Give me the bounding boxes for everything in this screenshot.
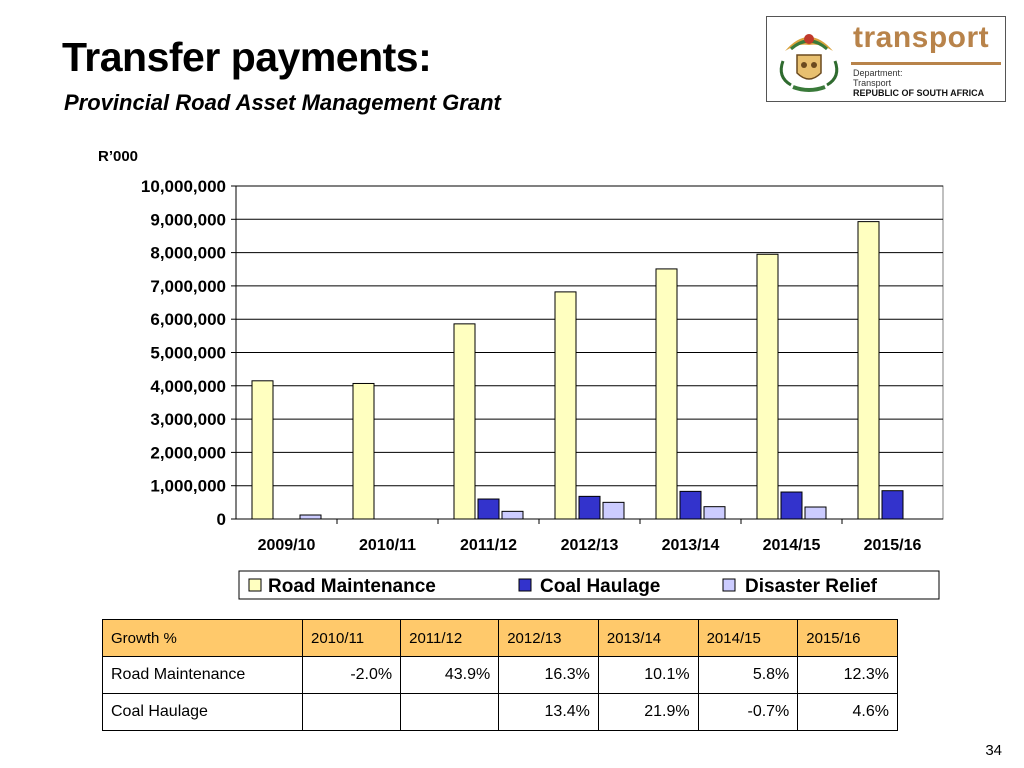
y-tick-label: 10,000,000	[140, 177, 226, 196]
x-tick-label: 2013/14	[661, 537, 720, 554]
page-number: 34	[985, 742, 1002, 759]
x-tick-label: 2011/12	[460, 537, 517, 554]
growth-table	[102, 619, 898, 731]
header-cell: 2014/15	[698, 620, 798, 657]
y-tick-label: 3,000,000	[150, 410, 226, 430]
header-cell: 2012/13	[499, 620, 599, 657]
table-cell: -0.7%	[698, 694, 798, 731]
x-tick-label: 2015/16	[863, 537, 922, 554]
row-label: Road Maintenance	[103, 657, 303, 694]
logo-line-1: Department:	[853, 68, 903, 78]
slide-subtitle: Provincial Road Asset Management Grant	[64, 90, 501, 115]
table-cell: 4.6%	[798, 694, 898, 731]
table-cell: -2.0%	[303, 657, 401, 694]
table-cell: 43.9%	[401, 657, 499, 694]
table-row	[103, 657, 898, 694]
bar	[704, 507, 725, 519]
table-cell	[401, 694, 499, 731]
bar	[502, 511, 523, 519]
x-tick-label: 2009/10	[257, 537, 316, 554]
table-cell: 21.9%	[598, 694, 698, 731]
bar	[555, 292, 576, 519]
bar	[603, 502, 624, 519]
header-cell: 2010/11	[303, 620, 401, 657]
y-tick-label: 4,000,000	[150, 376, 226, 396]
growth-table-header	[103, 620, 898, 657]
table-cell: 10.1%	[598, 657, 698, 694]
y-tick-label: 1,000,000	[150, 476, 226, 496]
bar	[858, 222, 879, 519]
logo-line-3: REPUBLIC OF SOUTH AFRICA	[853, 88, 985, 98]
bar	[300, 515, 321, 519]
y-tick-label: 5,000,000	[150, 343, 226, 363]
bar	[680, 491, 701, 519]
bar	[656, 269, 677, 519]
table-cell: 16.3%	[499, 657, 599, 694]
bar	[579, 496, 600, 519]
legend-label: Coal Haulage	[540, 576, 661, 597]
table-cell: 5.8%	[698, 657, 798, 694]
bar	[252, 381, 273, 519]
header-cell: Growth %	[103, 620, 303, 657]
slide-title: Transfer payments:	[62, 34, 432, 80]
table-cell: 12.3%	[798, 657, 898, 694]
legend-swatch	[723, 579, 735, 591]
table-cell: 13.4%	[499, 694, 599, 731]
y-tick-label: 6,000,000	[150, 310, 226, 330]
x-tick-label: 2010/11	[359, 537, 416, 554]
legend-swatch	[249, 579, 261, 591]
y-tick-label: 9,000,000	[150, 210, 226, 230]
bar	[781, 492, 802, 519]
header-cell: 2013/14	[598, 620, 698, 657]
y-tick-label: 7,000,000	[150, 276, 226, 296]
row-label: Coal Haulage	[103, 694, 303, 731]
bar	[757, 254, 778, 519]
header-cell: 2015/16	[798, 620, 898, 657]
x-tick-label: 2012/13	[560, 537, 619, 554]
bar	[353, 383, 374, 519]
y-tick-label: 2,000,000	[150, 443, 226, 463]
y-tick-label: 0	[216, 510, 226, 529]
bar	[454, 324, 475, 519]
bar	[882, 491, 903, 519]
header-cell: 2011/12	[401, 620, 499, 657]
legend-label: Disaster Relief	[745, 576, 878, 597]
legend-swatch	[519, 579, 531, 591]
bar	[478, 499, 499, 519]
logo-line-2: Transport	[853, 78, 892, 88]
table-cell	[303, 694, 401, 731]
bar	[805, 507, 826, 519]
y-tick-label: 8,000,000	[150, 243, 226, 263]
table-row	[103, 694, 898, 731]
legend-label: Road Maintenance	[268, 576, 436, 597]
logo-wordmark: transport	[853, 21, 990, 54]
y-axis-unit-label: R’000	[98, 148, 139, 165]
x-tick-label: 2014/15	[762, 537, 821, 554]
